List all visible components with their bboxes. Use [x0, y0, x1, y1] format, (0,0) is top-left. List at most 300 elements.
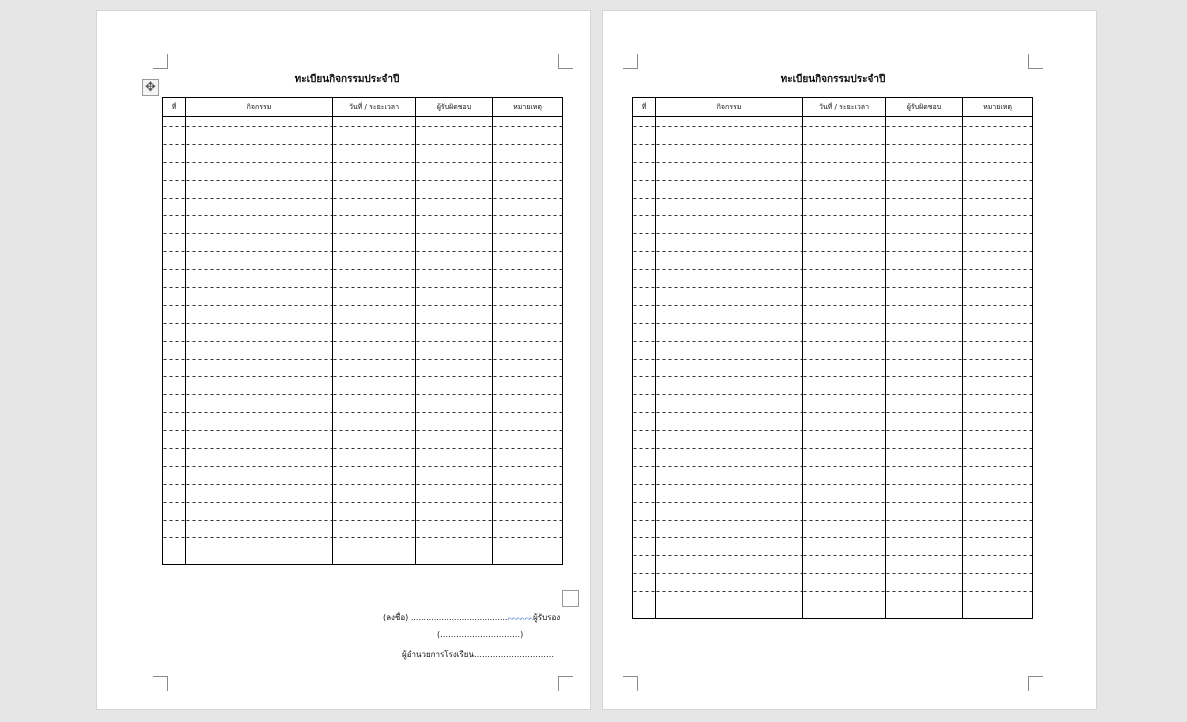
cell-date[interactable] — [333, 224, 416, 242]
cell-no[interactable] — [633, 135, 656, 153]
cell-responsible[interactable] — [886, 493, 963, 511]
cell-date[interactable] — [803, 600, 886, 618]
cell-remarks[interactable] — [493, 296, 563, 314]
table-row[interactable] — [163, 493, 563, 511]
cell-activity[interactable] — [186, 117, 333, 135]
cell-responsible[interactable] — [886, 242, 963, 260]
table-row[interactable] — [163, 457, 563, 475]
cell-remarks[interactable] — [963, 564, 1033, 582]
cell-date[interactable] — [803, 528, 886, 546]
cell-remarks[interactable] — [493, 421, 563, 439]
table-row[interactable] — [633, 367, 1033, 385]
cell-activity[interactable] — [656, 493, 803, 511]
cell-remarks[interactable] — [493, 475, 563, 493]
cell-no[interactable] — [633, 421, 656, 439]
cell-activity[interactable] — [656, 314, 803, 332]
table-row[interactable] — [163, 206, 563, 224]
cell-date[interactable] — [803, 439, 886, 457]
cell-responsible[interactable] — [886, 457, 963, 475]
cell-activity[interactable] — [186, 475, 333, 493]
cell-no[interactable] — [163, 206, 186, 224]
cell-responsible[interactable] — [886, 135, 963, 153]
cell-responsible[interactable] — [416, 242, 493, 260]
cell-activity[interactable] — [656, 350, 803, 368]
activity-register-table[interactable] — [632, 97, 1033, 619]
cell-responsible[interactable] — [416, 260, 493, 278]
cell-no[interactable] — [633, 206, 656, 224]
cell-remarks[interactable] — [493, 206, 563, 224]
cell-activity[interactable] — [656, 367, 803, 385]
cell-no[interactable] — [633, 439, 656, 457]
cell-activity[interactable] — [186, 135, 333, 153]
cell-no[interactable] — [163, 296, 186, 314]
table-row[interactable] — [163, 296, 563, 314]
table-row[interactable] — [633, 135, 1033, 153]
cell-responsible[interactable] — [416, 206, 493, 224]
cell-no[interactable] — [633, 171, 656, 189]
table-row[interactable] — [163, 403, 563, 421]
cell-responsible[interactable] — [886, 350, 963, 368]
cell-date[interactable] — [333, 153, 416, 171]
cell-responsible[interactable] — [886, 367, 963, 385]
cell-no[interactable] — [163, 242, 186, 260]
cell-no[interactable] — [633, 457, 656, 475]
cell-date[interactable] — [333, 260, 416, 278]
cell-activity[interactable] — [186, 242, 333, 260]
table-row[interactable] — [163, 314, 563, 332]
cell-responsible[interactable] — [886, 511, 963, 529]
cell-responsible[interactable] — [886, 117, 963, 135]
cell-remarks[interactable] — [963, 135, 1033, 153]
cell-no[interactable] — [163, 171, 186, 189]
table-row[interactable] — [163, 528, 563, 546]
cell-activity[interactable] — [186, 367, 333, 385]
cell-date[interactable] — [333, 403, 416, 421]
cell-remarks[interactable] — [493, 439, 563, 457]
cell-date[interactable] — [803, 385, 886, 403]
cell-no[interactable] — [163, 367, 186, 385]
cell-remarks[interactable] — [963, 206, 1033, 224]
cell-date[interactable] — [803, 475, 886, 493]
cell-remarks[interactable] — [963, 278, 1033, 296]
cell-activity[interactable] — [186, 439, 333, 457]
table-row[interactable] — [633, 528, 1033, 546]
cell-activity[interactable] — [656, 224, 803, 242]
cell-no[interactable] — [163, 332, 186, 350]
cell-responsible[interactable] — [886, 296, 963, 314]
cell-remarks[interactable] — [963, 493, 1033, 511]
cell-date[interactable] — [333, 117, 416, 135]
cell-date[interactable] — [333, 189, 416, 207]
cell-date[interactable] — [803, 421, 886, 439]
cell-responsible[interactable] — [886, 546, 963, 564]
cell-remarks[interactable] — [493, 242, 563, 260]
cell-date[interactable] — [803, 278, 886, 296]
table-row[interactable] — [163, 171, 563, 189]
cell-activity[interactable] — [186, 332, 333, 350]
cell-responsible[interactable] — [886, 224, 963, 242]
cell-date[interactable] — [803, 350, 886, 368]
activity-register-table[interactable] — [162, 97, 563, 565]
cell-date[interactable] — [803, 135, 886, 153]
cell-date[interactable] — [803, 189, 886, 207]
table-row[interactable] — [633, 117, 1033, 135]
table-row[interactable] — [163, 475, 563, 493]
cell-remarks[interactable] — [493, 171, 563, 189]
cell-no[interactable] — [633, 582, 656, 600]
cell-date[interactable] — [333, 314, 416, 332]
table-row[interactable] — [163, 224, 563, 242]
cell-responsible[interactable] — [886, 206, 963, 224]
table-row[interactable] — [633, 224, 1033, 242]
cell-remarks[interactable] — [493, 350, 563, 368]
cell-activity[interactable] — [186, 457, 333, 475]
cell-activity[interactable] — [186, 528, 333, 546]
cell-no[interactable] — [163, 135, 186, 153]
cell-responsible[interactable] — [886, 403, 963, 421]
cell-date[interactable] — [803, 582, 886, 600]
cell-remarks[interactable] — [963, 332, 1033, 350]
cell-responsible[interactable] — [416, 350, 493, 368]
cell-activity[interactable] — [186, 153, 333, 171]
cell-date[interactable] — [803, 260, 886, 278]
cell-date[interactable] — [333, 296, 416, 314]
cell-date[interactable] — [333, 278, 416, 296]
cell-activity[interactable] — [656, 171, 803, 189]
cell-date[interactable] — [803, 224, 886, 242]
cell-no[interactable] — [163, 260, 186, 278]
cell-no[interactable] — [163, 439, 186, 457]
spellcheck-squiggle[interactable]: ᨓᨓᨓ — [507, 613, 534, 622]
table-row[interactable] — [633, 153, 1033, 171]
cell-activity[interactable] — [656, 582, 803, 600]
table-row[interactable] — [633, 350, 1033, 368]
table-row[interactable] — [633, 457, 1033, 475]
cell-responsible[interactable] — [416, 171, 493, 189]
cell-no[interactable] — [633, 153, 656, 171]
cell-date[interactable] — [803, 367, 886, 385]
table-row[interactable] — [163, 546, 563, 564]
cell-responsible[interactable] — [886, 260, 963, 278]
cell-activity[interactable] — [656, 385, 803, 403]
cell-activity[interactable] — [186, 314, 333, 332]
cell-remarks[interactable] — [963, 511, 1033, 529]
cell-date[interactable] — [803, 242, 886, 260]
cell-activity[interactable] — [186, 493, 333, 511]
table-row[interactable] — [633, 546, 1033, 564]
cell-activity[interactable] — [656, 260, 803, 278]
cell-remarks[interactable] — [963, 385, 1033, 403]
table-move-handle-icon[interactable]: ✥ — [142, 79, 159, 96]
cell-date[interactable] — [333, 385, 416, 403]
cell-date[interactable] — [803, 117, 886, 135]
cell-activity[interactable] — [656, 403, 803, 421]
cell-date[interactable] — [333, 511, 416, 529]
cell-activity[interactable] — [186, 350, 333, 368]
table-row[interactable] — [163, 421, 563, 439]
cell-remarks[interactable] — [963, 350, 1033, 368]
table-row[interactable] — [633, 314, 1033, 332]
table-row[interactable] — [633, 564, 1033, 582]
cell-activity[interactable] — [656, 546, 803, 564]
cell-activity[interactable] — [656, 564, 803, 582]
cell-activity[interactable] — [656, 600, 803, 618]
cell-activity[interactable] — [186, 546, 333, 564]
cell-activity[interactable] — [186, 403, 333, 421]
cell-activity[interactable] — [656, 296, 803, 314]
cell-no[interactable] — [633, 278, 656, 296]
cell-no[interactable] — [633, 117, 656, 135]
cell-activity[interactable] — [186, 206, 333, 224]
table-row[interactable] — [163, 350, 563, 368]
cell-responsible[interactable] — [416, 493, 493, 511]
cell-remarks[interactable] — [493, 260, 563, 278]
table-row[interactable] — [633, 332, 1033, 350]
cell-activity[interactable] — [656, 475, 803, 493]
cell-responsible[interactable] — [416, 117, 493, 135]
cell-remarks[interactable] — [493, 493, 563, 511]
cell-no[interactable] — [633, 260, 656, 278]
cell-responsible[interactable] — [416, 439, 493, 457]
table-row[interactable] — [633, 385, 1033, 403]
table-row[interactable] — [633, 582, 1033, 600]
cell-no[interactable] — [163, 403, 186, 421]
table-row[interactable] — [163, 439, 563, 457]
cell-responsible[interactable] — [416, 367, 493, 385]
cell-no[interactable] — [633, 493, 656, 511]
cell-responsible[interactable] — [416, 421, 493, 439]
cell-remarks[interactable] — [493, 511, 563, 529]
cell-date[interactable] — [803, 564, 886, 582]
cell-date[interactable] — [803, 511, 886, 529]
cell-date[interactable] — [803, 457, 886, 475]
table-row[interactable] — [163, 260, 563, 278]
cell-remarks[interactable] — [963, 242, 1033, 260]
cell-remarks[interactable] — [493, 546, 563, 564]
cell-remarks[interactable] — [963, 171, 1033, 189]
cell-date[interactable] — [803, 493, 886, 511]
cell-remarks[interactable] — [963, 314, 1033, 332]
cell-remarks[interactable] — [493, 278, 563, 296]
cell-remarks[interactable] — [493, 314, 563, 332]
cell-no[interactable] — [633, 385, 656, 403]
cell-responsible[interactable] — [886, 314, 963, 332]
cell-remarks[interactable] — [963, 528, 1033, 546]
table-row[interactable] — [633, 600, 1033, 618]
cell-remarks[interactable] — [493, 135, 563, 153]
cell-date[interactable] — [333, 206, 416, 224]
cell-remarks[interactable] — [963, 457, 1033, 475]
table-row[interactable] — [633, 403, 1033, 421]
cell-activity[interactable] — [656, 153, 803, 171]
cell-no[interactable] — [163, 314, 186, 332]
cell-no[interactable] — [163, 278, 186, 296]
cell-date[interactable] — [333, 350, 416, 368]
cell-remarks[interactable] — [493, 367, 563, 385]
cell-no[interactable] — [633, 564, 656, 582]
cell-responsible[interactable] — [886, 582, 963, 600]
cell-date[interactable] — [333, 332, 416, 350]
cell-responsible[interactable] — [416, 153, 493, 171]
cell-activity[interactable] — [186, 296, 333, 314]
table-row[interactable] — [633, 189, 1033, 207]
cell-remarks[interactable] — [963, 224, 1033, 242]
cell-activity[interactable] — [656, 135, 803, 153]
cell-remarks[interactable] — [963, 153, 1033, 171]
cell-no[interactable] — [633, 511, 656, 529]
cell-remarks[interactable] — [493, 403, 563, 421]
cell-remarks[interactable] — [493, 332, 563, 350]
table-row[interactable] — [633, 171, 1033, 189]
cell-responsible[interactable] — [886, 475, 963, 493]
cell-no[interactable] — [633, 546, 656, 564]
cell-activity[interactable] — [186, 278, 333, 296]
table-row[interactable] — [163, 367, 563, 385]
cell-remarks[interactable] — [963, 117, 1033, 135]
cell-responsible[interactable] — [416, 224, 493, 242]
cell-no[interactable] — [633, 475, 656, 493]
cell-date[interactable] — [333, 439, 416, 457]
cell-responsible[interactable] — [886, 528, 963, 546]
cell-activity[interactable] — [656, 511, 803, 529]
cell-no[interactable] — [633, 367, 656, 385]
cell-activity[interactable] — [656, 117, 803, 135]
cell-activity[interactable] — [186, 224, 333, 242]
cell-remarks[interactable] — [963, 582, 1033, 600]
cell-activity[interactable] — [656, 439, 803, 457]
cell-remarks[interactable] — [963, 260, 1033, 278]
cell-date[interactable] — [333, 171, 416, 189]
cell-no[interactable] — [633, 224, 656, 242]
table-row[interactable] — [633, 296, 1033, 314]
table-row[interactable] — [163, 153, 563, 171]
cell-responsible[interactable] — [886, 332, 963, 350]
cell-responsible[interactable] — [886, 189, 963, 207]
cell-no[interactable] — [163, 350, 186, 368]
cell-remarks[interactable] — [963, 475, 1033, 493]
cell-responsible[interactable] — [416, 296, 493, 314]
cell-activity[interactable] — [186, 511, 333, 529]
cell-responsible[interactable] — [886, 564, 963, 582]
cell-responsible[interactable] — [416, 457, 493, 475]
cell-no[interactable] — [163, 528, 186, 546]
cell-responsible[interactable] — [416, 528, 493, 546]
cell-responsible[interactable] — [886, 385, 963, 403]
cell-activity[interactable] — [656, 189, 803, 207]
cell-responsible[interactable] — [886, 153, 963, 171]
table-row[interactable] — [633, 511, 1033, 529]
cell-date[interactable] — [803, 206, 886, 224]
cell-date[interactable] — [333, 528, 416, 546]
cell-date[interactable] — [333, 493, 416, 511]
cell-no[interactable] — [163, 493, 186, 511]
cell-responsible[interactable] — [886, 439, 963, 457]
cell-no[interactable] — [163, 189, 186, 207]
cell-no[interactable] — [633, 332, 656, 350]
cell-responsible[interactable] — [416, 314, 493, 332]
cell-remarks[interactable] — [963, 439, 1033, 457]
cell-responsible[interactable] — [416, 332, 493, 350]
cell-no[interactable] — [163, 153, 186, 171]
table-row[interactable] — [163, 117, 563, 135]
cell-remarks[interactable] — [963, 403, 1033, 421]
cell-date[interactable] — [803, 546, 886, 564]
cell-no[interactable] — [633, 242, 656, 260]
cell-remarks[interactable] — [493, 224, 563, 242]
cell-remarks[interactable] — [493, 528, 563, 546]
cell-responsible[interactable] — [416, 189, 493, 207]
cell-activity[interactable] — [656, 528, 803, 546]
cell-remarks[interactable] — [493, 117, 563, 135]
table-row[interactable] — [633, 278, 1033, 296]
table-row[interactable] — [163, 332, 563, 350]
cell-no[interactable] — [163, 457, 186, 475]
cell-remarks[interactable] — [493, 457, 563, 475]
cell-date[interactable] — [803, 403, 886, 421]
cell-remarks[interactable] — [963, 546, 1033, 564]
table-row[interactable] — [633, 421, 1033, 439]
cell-date[interactable] — [803, 153, 886, 171]
cell-activity[interactable] — [186, 171, 333, 189]
cell-no[interactable] — [633, 528, 656, 546]
cell-no[interactable] — [163, 224, 186, 242]
cell-no[interactable] — [163, 546, 186, 564]
table-row[interactable] — [633, 242, 1033, 260]
cell-activity[interactable] — [186, 189, 333, 207]
table-row[interactable] — [163, 278, 563, 296]
cell-remarks[interactable] — [963, 296, 1033, 314]
cell-date[interactable] — [333, 421, 416, 439]
cell-responsible[interactable] — [886, 600, 963, 618]
cell-remarks[interactable] — [963, 421, 1033, 439]
cell-date[interactable] — [333, 457, 416, 475]
cell-remarks[interactable] — [493, 189, 563, 207]
table-row[interactable] — [163, 511, 563, 529]
cell-date[interactable] — [803, 314, 886, 332]
cell-activity[interactable] — [656, 206, 803, 224]
cell-activity[interactable] — [186, 260, 333, 278]
cell-responsible[interactable] — [416, 135, 493, 153]
table-row[interactable] — [163, 242, 563, 260]
cell-activity[interactable] — [656, 332, 803, 350]
cell-no[interactable] — [163, 475, 186, 493]
cell-responsible[interactable] — [416, 403, 493, 421]
cell-remarks[interactable] — [963, 189, 1033, 207]
cell-no[interactable] — [633, 350, 656, 368]
cell-date[interactable] — [333, 135, 416, 153]
cell-remarks[interactable] — [963, 600, 1033, 618]
cell-date[interactable] — [803, 296, 886, 314]
cell-date[interactable] — [333, 242, 416, 260]
cell-date[interactable] — [333, 475, 416, 493]
cell-no[interactable] — [163, 421, 186, 439]
cell-date[interactable] — [803, 332, 886, 350]
cell-remarks[interactable] — [493, 385, 563, 403]
table-row[interactable] — [163, 189, 563, 207]
cell-responsible[interactable] — [886, 278, 963, 296]
cell-no[interactable] — [633, 189, 656, 207]
cell-remarks[interactable] — [493, 153, 563, 171]
cell-activity[interactable] — [186, 421, 333, 439]
cell-activity[interactable] — [656, 457, 803, 475]
cell-activity[interactable] — [656, 421, 803, 439]
cell-date[interactable] — [333, 546, 416, 564]
table-resize-handle[interactable] — [562, 590, 579, 607]
cell-responsible[interactable] — [416, 511, 493, 529]
cell-responsible[interactable] — [886, 421, 963, 439]
cell-no[interactable] — [633, 403, 656, 421]
cell-no[interactable] — [633, 296, 656, 314]
